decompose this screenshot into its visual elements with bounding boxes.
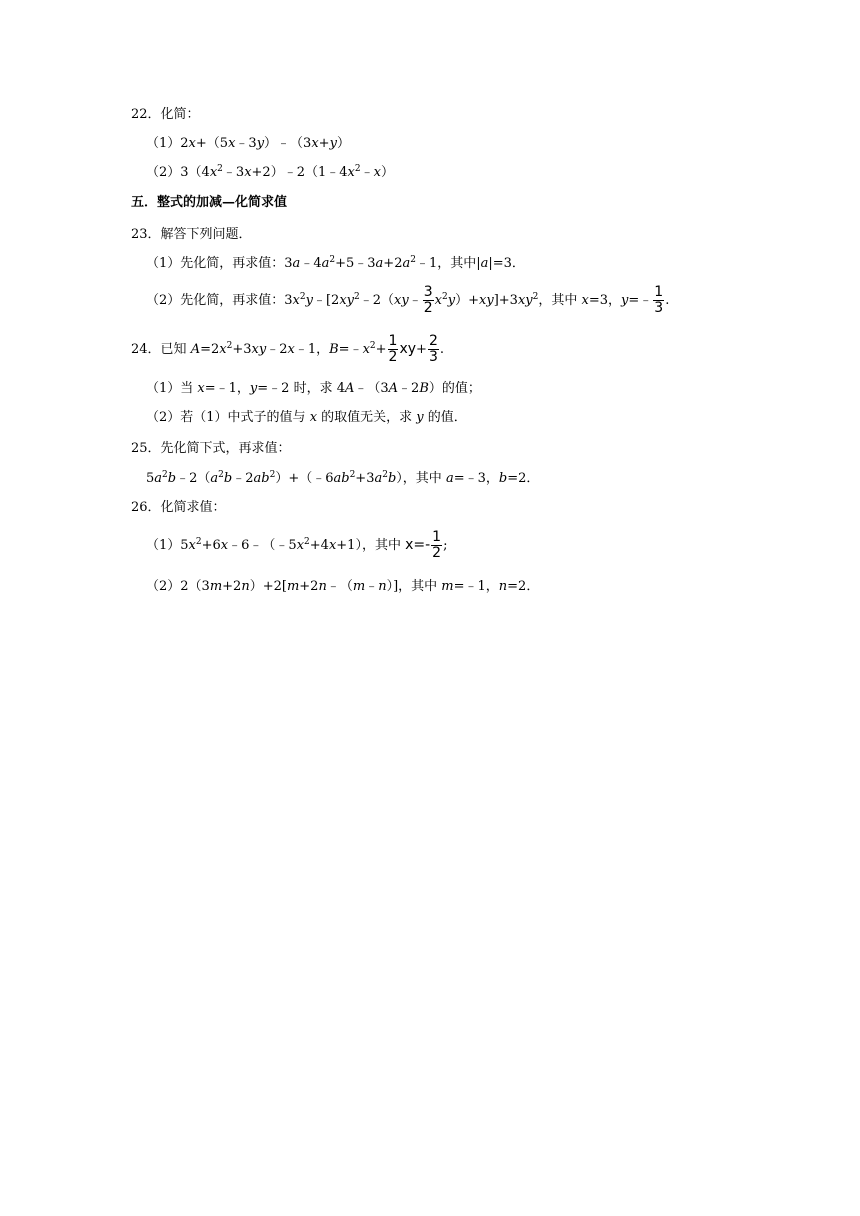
fraction-3-2: $\frac{3}{2}$	[423, 284, 433, 316]
question-26-title: 26．化简求值：	[131, 500, 226, 515]
question-26-part-2: （2）2（3m+2n）+2[m+2n﹣（m﹣n）]，其中 m=﹣1，n=2．	[146, 579, 540, 594]
fraction-2-3: $\frac{2}{3}$	[428, 333, 438, 365]
question-26-part-1: $(1)5x^2+6x﹣6﹣(﹣5x^2+4x+1)$，其中 x=- $\frac{1}{2}$ ;	[146, 529, 448, 561]
question-23-part-1: （1）先化简，再求值：$3a﹣4a^2+5﹣3a+2a^2﹣1$，其中|a|=3．	[146, 255, 525, 271]
question-22-part-1: （1）2x+（5x﹣3y）﹣（3x+y）	[146, 136, 350, 151]
question-23-title: 23．解答下列问题．	[131, 227, 252, 242]
fraction-1-2-b: $\frac{1}{2}$	[432, 529, 442, 561]
question-25-title: 25．先化简下式，再求值：	[131, 441, 291, 456]
question-24-title: 24．已知 $A=2x^2+3xy﹣2x﹣1$，$B=﹣x^2+$ $\frac{1}{2}$ xy+ $\frac{2}{3}$ .	[131, 333, 445, 365]
section-heading: 五．整式的加减—化简求值	[131, 195, 288, 210]
question-22-title: 22．化简：	[131, 107, 200, 122]
fraction-1-3: $\frac{1}{3}$	[654, 284, 664, 316]
question-23-part-2: （2）先化简，再求值：$3x^2y﹣[2xy^2﹣2(xy﹣$ $\frac{3}{2}$ $x^2y)+xy]+3xy^2$，其中 x=3，y=﹣ $\frac{1}{3}$ .	[146, 284, 670, 316]
question-22-part-2: $(2)3(4x^2﹣3x+2)﹣2(1﹣4x^2﹣x)$	[146, 164, 394, 180]
question-24-part-2: （2）若（1）中式子的值与 x 的取值无关，求 y 的值．	[146, 410, 467, 425]
fraction-1-2: $\frac{1}{2}$	[388, 333, 398, 365]
question-25-expression: $5a^2b﹣2(a^2b﹣2ab^2)+(﹣6ab^2+3a^2b)$，其中 a=﹣3，b=2．	[146, 470, 540, 486]
question-24-part-1: （1）当 x=﹣1，y=﹣2 时，求 4A﹣（3A﹣2B）的值；	[146, 381, 481, 396]
